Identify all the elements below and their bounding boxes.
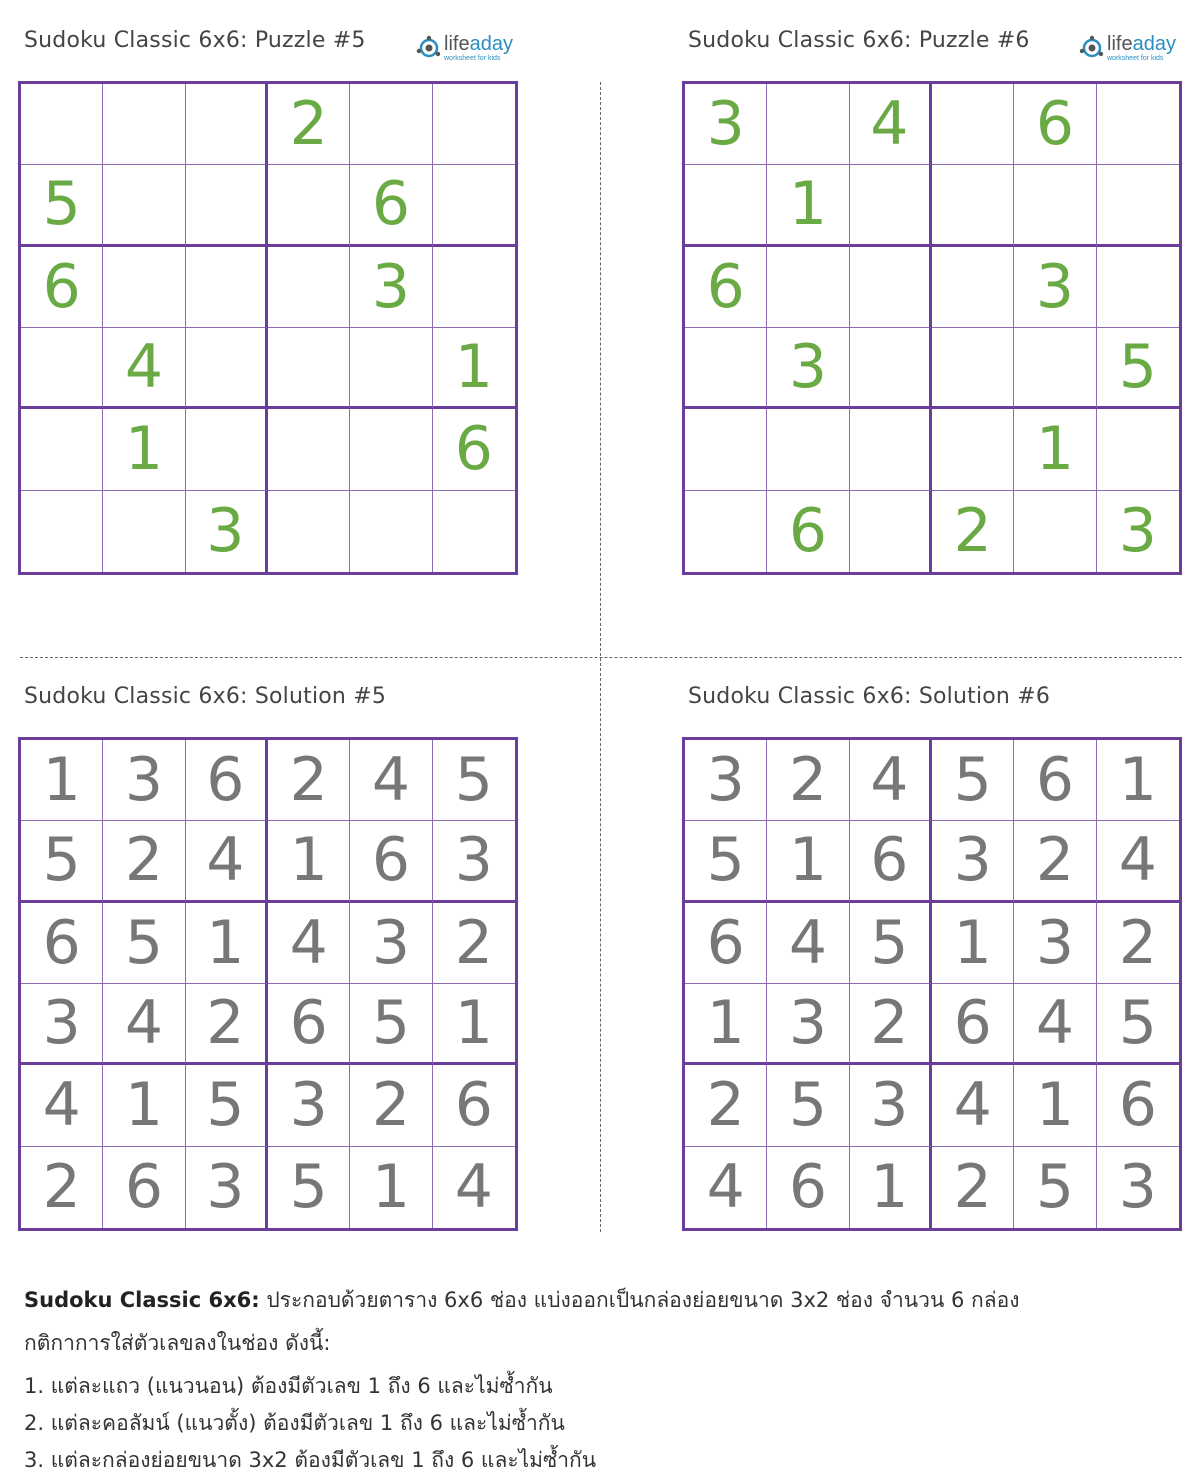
sudoku-cell: [685, 491, 767, 572]
sudoku-cell: 2: [186, 984, 268, 1065]
sudoku-cell: 1: [21, 740, 103, 821]
sudoku-cell: [103, 165, 185, 246]
sudoku-cell: [433, 491, 515, 572]
sudoku-cell: [1097, 409, 1179, 490]
puzzle-6-grid: [682, 81, 1182, 575]
sudoku-cell: 6: [932, 984, 1014, 1065]
sudoku-cell: 4: [850, 740, 932, 821]
sudoku-cell: [268, 491, 350, 572]
sudoku-cell: 2: [268, 740, 350, 821]
sudoku-cell: 2: [932, 1147, 1014, 1228]
sudoku-cell: 1: [433, 984, 515, 1065]
description-heading: Sudoku Classic 6x6:: [24, 1288, 260, 1312]
lifeaday-logo: [416, 33, 516, 67]
sudoku-cell: 2: [767, 740, 849, 821]
sudoku-cell: 6: [1014, 740, 1096, 821]
sudoku-cell: [685, 409, 767, 490]
sudoku-cell: 5: [1097, 328, 1179, 409]
sudoku-cell: 1: [932, 903, 1014, 984]
sudoku-cell: [21, 409, 103, 490]
sudoku-cell: [1097, 165, 1179, 246]
sudoku-cell: [850, 328, 932, 409]
logo-tagline: worksheet for kids: [444, 55, 501, 62]
sudoku-cell: 5: [932, 740, 1014, 821]
sudoku-cell: [1014, 491, 1096, 572]
sudoku-cell: 5: [433, 740, 515, 821]
sudoku-cell: [433, 84, 515, 165]
sudoku-cell: 5: [685, 821, 767, 902]
logo-word: [444, 33, 513, 56]
sudoku-cell: 6: [186, 740, 268, 821]
sudoku-cell: 3: [767, 328, 849, 409]
sudoku-cell: 4: [186, 821, 268, 902]
sudoku-cell: 6: [1014, 84, 1096, 165]
sudoku-cell: 1: [186, 903, 268, 984]
logo-word: [1107, 33, 1176, 56]
sudoku-cell: [21, 328, 103, 409]
sudoku-cell: 2: [268, 84, 350, 165]
sudoku-cell: 3: [186, 1147, 268, 1228]
solution-6-grid: [682, 737, 1182, 1231]
sudoku-cell: [1097, 84, 1179, 165]
rule-item: 3. แต่ละกล่องย่อยขนาด 3x2 ต้องมีตัวเลข 1 ถึง 6 และไม่ซ้ำกัน: [24, 1448, 597, 1472]
sudoku-cell: 4: [1097, 821, 1179, 902]
sudoku-cell: 4: [350, 740, 432, 821]
sudoku-cell: [767, 247, 849, 328]
sudoku-cell: [268, 247, 350, 328]
sudoku-cell: 6: [433, 409, 515, 490]
sudoku-cell: 2: [685, 1065, 767, 1146]
sudoku-cell: 4: [103, 328, 185, 409]
sudoku-cell: 3: [350, 247, 432, 328]
sudoku-cell: [186, 84, 268, 165]
sudoku-cell: 4: [850, 84, 932, 165]
sudoku-cell: 2: [850, 984, 932, 1065]
sudoku-cell: 6: [685, 903, 767, 984]
sudoku-cell: 3: [433, 821, 515, 902]
lifeaday-logo-icon: [416, 35, 442, 61]
sudoku-cell: [103, 84, 185, 165]
sudoku-cell: [685, 165, 767, 246]
sudoku-cell: 1: [767, 165, 849, 246]
sudoku-cell: 6: [850, 821, 932, 902]
horizontal-cut-line: [20, 657, 1182, 658]
sudoku-cell: 3: [186, 491, 268, 572]
sudoku-cell: [103, 491, 185, 572]
sudoku-cell: 1: [1097, 740, 1179, 821]
sudoku-cell: 3: [1014, 903, 1096, 984]
sudoku-cell: 6: [268, 984, 350, 1065]
sudoku-cell: 4: [268, 903, 350, 984]
sudoku-cell: [767, 409, 849, 490]
logo-word-a: life: [1107, 33, 1133, 55]
sudoku-cell: 5: [268, 1147, 350, 1228]
sudoku-cell: 3: [1118, 1152, 1157, 1223]
sudoku-cell: [850, 491, 932, 572]
sudoku-cell: [268, 328, 350, 409]
sudoku-cell: 5: [850, 903, 932, 984]
sudoku-cell: 6: [103, 1147, 185, 1228]
sudoku-cell: 5: [350, 984, 432, 1065]
sudoku-cell: 3: [1014, 247, 1096, 328]
sudoku-cell: 3: [350, 903, 432, 984]
sudoku-cell: [767, 84, 849, 165]
sudoku-cell: [350, 84, 432, 165]
sudoku-cell: 6: [1097, 1065, 1179, 1146]
sudoku-cell: [1014, 328, 1096, 409]
sudoku-cell: 2: [1097, 903, 1179, 984]
sudoku-cell: 3: [21, 984, 103, 1065]
sudoku-cell: 4: [103, 984, 185, 1065]
sudoku-cell: 1: [1014, 1065, 1096, 1146]
description-intro: [24, 1283, 1184, 1326]
sudoku-cell: 5: [186, 1065, 268, 1146]
sudoku-cell: 5: [21, 165, 103, 246]
lifeaday-logo: [1079, 33, 1179, 67]
sudoku-cell: 3: [850, 1065, 932, 1146]
sudoku-cell: [186, 328, 268, 409]
sudoku-cell: 5: [1014, 1147, 1096, 1228]
sudoku-cell: 1: [103, 1065, 185, 1146]
sudoku-cell: [932, 84, 1014, 165]
sudoku-cell: [350, 328, 432, 409]
sudoku-cell: [932, 247, 1014, 328]
sudoku-cell: [186, 165, 268, 246]
sudoku-cell: 4: [767, 903, 849, 984]
sudoku-cell: 4: [21, 1065, 103, 1146]
solution-5-title: Sudoku Classic 6x6: Solution #5: [24, 684, 387, 709]
sudoku-cell: [1097, 247, 1179, 328]
sudoku-cell: [186, 409, 268, 490]
sudoku-cell: 1: [1014, 409, 1096, 490]
sudoku-cell: [103, 247, 185, 328]
sudoku-cell: [186, 247, 268, 328]
sudoku-cell: 1: [433, 328, 515, 409]
sudoku-cell: [1014, 165, 1096, 246]
rules-intro: กติกาการใส่ตัวเลขลงในช่อง ดังนี้:: [24, 1331, 331, 1355]
puzzle-5-title: Sudoku Classic 6x6: Puzzle #5: [24, 28, 366, 53]
sudoku-cell: 6: [685, 247, 767, 328]
sudoku-cell: 3: [932, 821, 1014, 902]
sudoku-cell: 6: [350, 165, 432, 246]
sudoku-cell: 4: [1014, 984, 1096, 1065]
puzzle-6-title: Sudoku Classic 6x6: Puzzle #6: [688, 28, 1030, 53]
sudoku-cell: [850, 409, 932, 490]
sudoku-cell: 6: [21, 903, 103, 984]
sudoku-cell: [850, 165, 932, 246]
lifeaday-logo-icon: [1079, 35, 1105, 61]
solution-5-grid: [18, 737, 518, 1231]
sudoku-cell: [850, 247, 932, 328]
sudoku-cell: [21, 84, 103, 165]
sudoku-cell: 3: [685, 740, 767, 821]
sudoku-cell: 2: [350, 1065, 432, 1146]
sudoku-cell: [932, 328, 1014, 409]
sudoku-cell: [685, 328, 767, 409]
sudoku-cell: 4: [932, 1065, 1014, 1146]
sudoku-cell: [932, 165, 1014, 246]
sudoku-cell: 5: [21, 821, 103, 902]
sudoku-cell: [268, 165, 350, 246]
sudoku-cell: 1: [350, 1147, 432, 1228]
sudoku-cell: 6: [21, 247, 103, 328]
puzzle-5-grid: [18, 81, 518, 575]
sudoku-cell: 1: [685, 984, 767, 1065]
sudoku-cell: 6: [433, 1065, 515, 1146]
sudoku-cell: 1: [850, 1147, 932, 1228]
sudoku-cell: 4: [685, 1147, 767, 1228]
sudoku-cell: 3: [268, 1065, 350, 1146]
sudoku-cell: 5: [767, 1065, 849, 1146]
description-intro-text: ประกอบด้วยตาราง 6x6 ช่อง แบ่งออกเป็นกล่องย่อยขนาด 3x2 ช่อง จำนวน 6 กล่อง: [259, 1288, 1020, 1312]
logo-word-b: aday: [469, 33, 513, 55]
rule-item: 1. แต่ละแถว (แนวนอน) ต้องมีตัวเลข 1 ถึง 6 และไม่ซ้ำกัน: [24, 1374, 553, 1398]
sudoku-cell: [350, 409, 432, 490]
sudoku-cell: 5: [1097, 984, 1179, 1065]
sudoku-cell: 6: [767, 1147, 849, 1228]
sudoku-cell: 1: [767, 821, 849, 902]
sudoku-cell: 3: [103, 740, 185, 821]
sudoku-cell: 2: [103, 821, 185, 902]
sudoku-cell: [932, 409, 1014, 490]
sudoku-cell: 1: [103, 409, 185, 490]
sudoku-cell: [350, 491, 432, 572]
sudoku-cell: 2: [932, 491, 1014, 572]
sudoku-cell: 5: [103, 903, 185, 984]
sudoku-cell: 3: [1118, 496, 1157, 567]
sudoku-cell: 3: [767, 984, 849, 1065]
logo-word-b: aday: [1132, 33, 1176, 55]
rules-description: [24, 1283, 1184, 1480]
sudoku-cell: 2: [433, 903, 515, 984]
sudoku-cell: 3: [685, 84, 767, 165]
sudoku-cell: 2: [21, 1147, 103, 1228]
rule-item: 2. แต่ละคอลัมน์ (แนวตั้ง) ต้องมีตัวเลข 1 ถึง 6 และไม่ซ้ำกัน: [24, 1411, 565, 1435]
sudoku-cell: [268, 409, 350, 490]
sudoku-cell: [433, 247, 515, 328]
solution-6-title: Sudoku Classic 6x6: Solution #6: [688, 684, 1051, 709]
logo-word-a: life: [444, 33, 470, 55]
sudoku-cell: 4: [454, 1152, 493, 1223]
sudoku-cell: 1: [268, 821, 350, 902]
sudoku-cell: [21, 491, 103, 572]
logo-tagline: worksheet for kids: [1107, 55, 1164, 62]
sudoku-cell: 6: [767, 491, 849, 572]
sudoku-cell: 2: [1014, 821, 1096, 902]
sudoku-cell: [433, 165, 515, 246]
sudoku-cell: 6: [350, 821, 432, 902]
